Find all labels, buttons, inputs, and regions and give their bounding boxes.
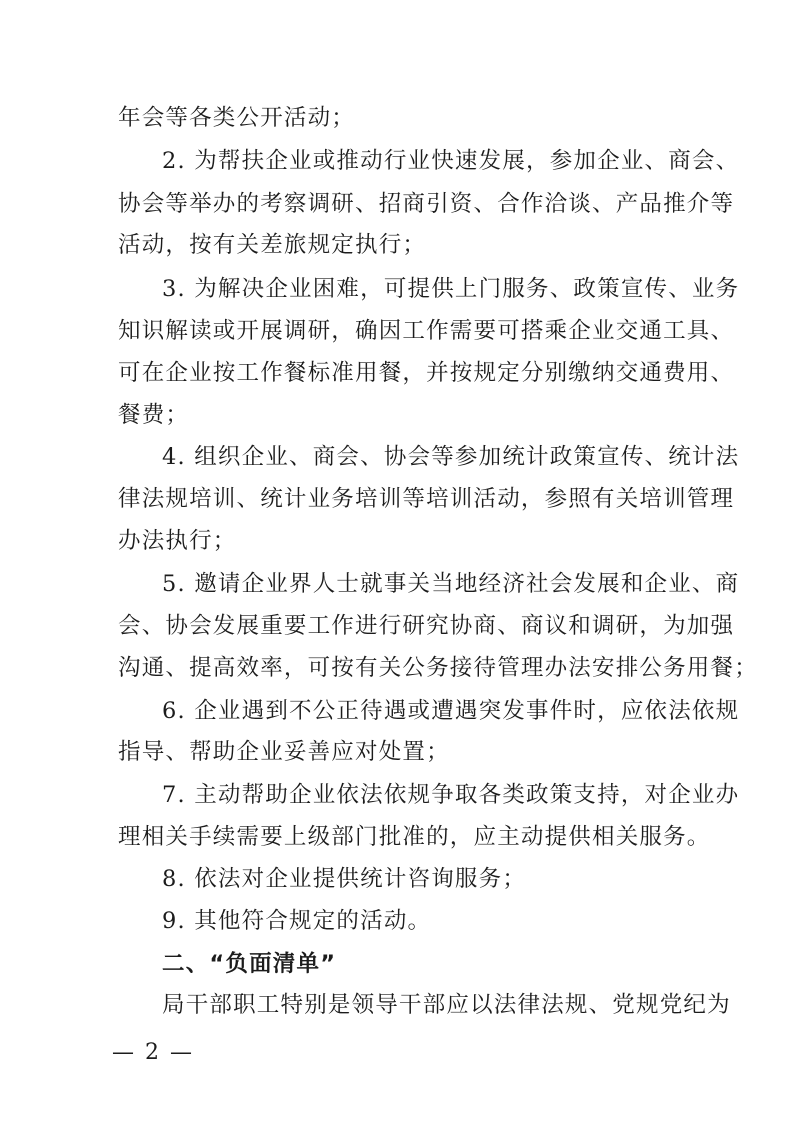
text-line: 指导、帮助企业妥善应对处置； bbox=[118, 739, 450, 765]
list-item-9: 9. 其他符合规定的活动。 bbox=[162, 908, 432, 934]
list-item-3: 3. 为解决企业困难，可提供上门服务、政策宣传、业务 bbox=[162, 276, 740, 302]
list-item-8: 8. 依法对企业提供统计咨询服务； bbox=[162, 866, 527, 892]
text-line: 沟通、提高效率，可按有关公务接待管理办法安排公务用餐； bbox=[118, 655, 758, 681]
text-line: 理相关手续需要上级部门批准的，应主动提供相关服务。 bbox=[118, 824, 711, 850]
text-line: 协会等举办的考察调研、招商引资、合作洽谈、产品推介等 bbox=[118, 191, 735, 217]
page-number: — 2 — bbox=[112, 1040, 194, 1065]
list-item-6: 6. 企业遇到不公正待遇或遭遇突发事件时，应依法依规 bbox=[162, 698, 740, 724]
list-item-4: 4. 组织企业、商会、协会等参加统计政策宣传、统计法 bbox=[162, 444, 740, 470]
section-heading: 二、“负面清单” bbox=[162, 951, 337, 977]
text-line: 律法规培训、统计业务培训等培训活动，参照有关培训管理 bbox=[118, 486, 735, 512]
list-item-2: 2. 为帮扶企业或推动行业快速发展，参加企业、商会、 bbox=[162, 148, 740, 174]
text-line: 活动，按有关差旅规定执行； bbox=[118, 232, 427, 258]
list-item-5: 5. 邀请企业界人士就事关当地经济社会发展和企业、商 bbox=[162, 571, 740, 597]
text-line: 知识解读或开展调研，确因工作需要可搭乘企业交通工具、 bbox=[118, 318, 735, 344]
text-line: 会、协会发展重要工作进行研究协商、商议和调研，为加强 bbox=[118, 613, 735, 639]
text-line: 办法执行； bbox=[118, 528, 237, 554]
text-line: 年会等各类公开活动； bbox=[118, 105, 356, 131]
list-item-7: 7. 主动帮助企业依法依规争取各类政策支持，对企业办 bbox=[162, 782, 740, 808]
paragraph-start: 局干部职工特别是领导干部应以法律法规、党规党纪为 bbox=[162, 992, 731, 1018]
text-line: 餐费； bbox=[118, 402, 190, 428]
text-line: 可在企业按工作餐标准用餐，并按规定分别缴纳交通费用、 bbox=[118, 360, 735, 386]
